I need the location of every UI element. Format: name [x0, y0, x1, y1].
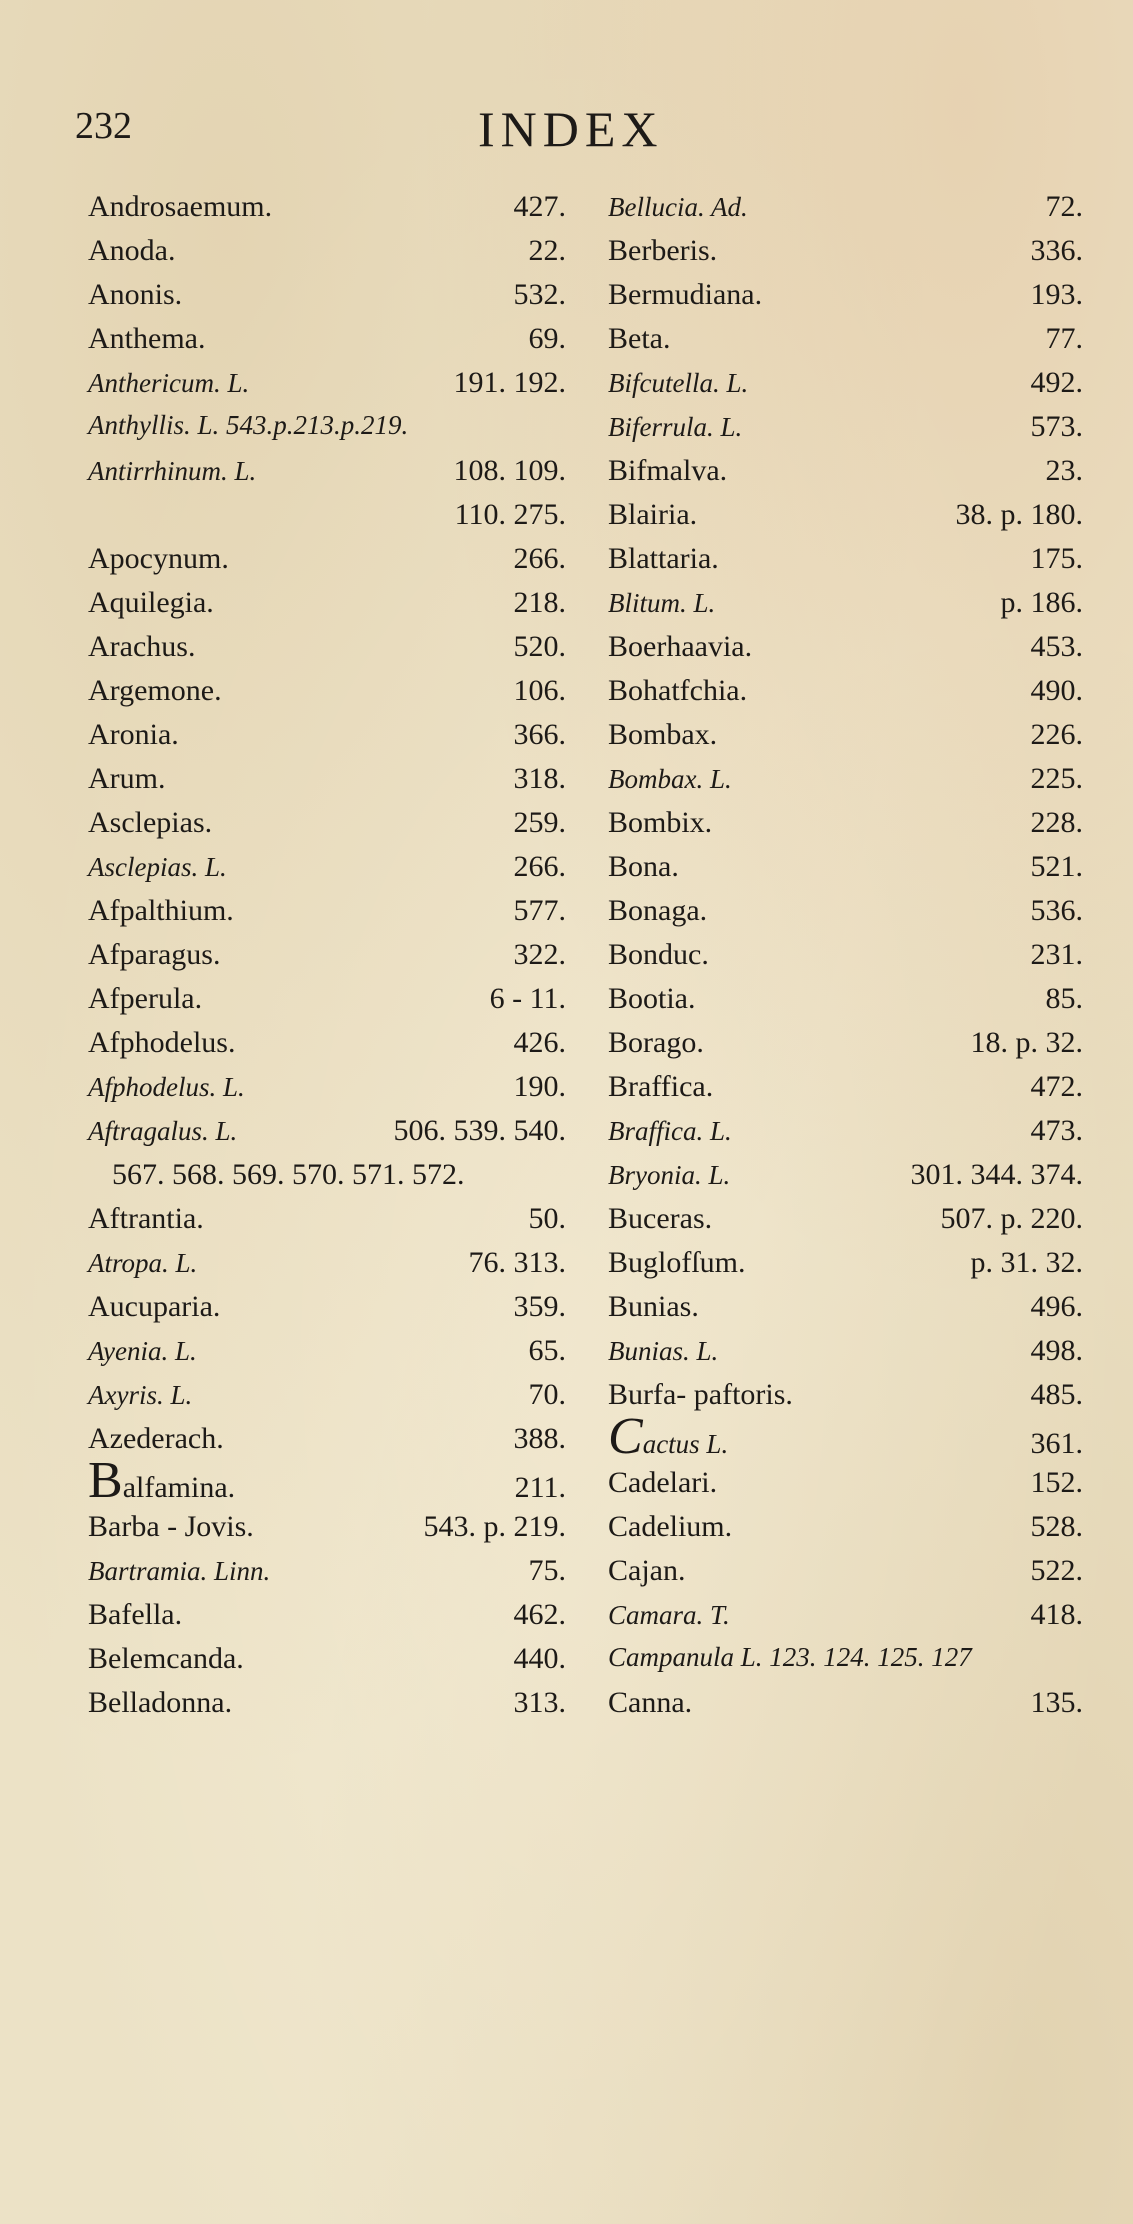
- entry-term: Bafella.: [88, 1598, 183, 1631]
- entry-term: Arum.: [88, 762, 166, 795]
- right-index-column: [608, 190, 1083, 1730]
- index-entry: [88, 366, 566, 410]
- entry-term: Aftragalus. L.: [88, 1116, 238, 1146]
- index-entry: [88, 718, 566, 762]
- index-entry: [88, 190, 566, 234]
- index-entry: [608, 1202, 1083, 1246]
- index-entry: [608, 1026, 1083, 1070]
- entry-term: Aftrantia.: [88, 1202, 204, 1235]
- index-entry: [608, 1246, 1083, 1290]
- entry-reference: 152.: [1030, 1466, 1083, 1499]
- entry-term: Anthericum. L.: [88, 368, 250, 398]
- entry-reference: 228.: [1030, 806, 1083, 839]
- entry-reference: 18. p. 32.: [970, 1026, 1083, 1059]
- entry-reference: 528.: [1030, 1510, 1083, 1543]
- index-entry: [608, 586, 1083, 630]
- entry-reference: 50.: [528, 1202, 566, 1235]
- index-entry: [88, 234, 566, 278]
- index-entry: [608, 542, 1083, 586]
- entry-reference: 536.: [1030, 894, 1083, 927]
- entry-reference: 6 - 11.: [489, 982, 566, 1015]
- section-initial: B: [88, 1452, 123, 1509]
- index-entry: [88, 1642, 566, 1686]
- entry-term: Canna.: [608, 1686, 693, 1719]
- entry-reference: 366.: [513, 718, 566, 751]
- index-entry: [88, 410, 566, 454]
- index-entry: [88, 1686, 566, 1730]
- entry-reference: 427.: [513, 190, 566, 223]
- index-entry: [88, 542, 566, 586]
- entry-term: Camara. T.: [608, 1600, 730, 1630]
- entry-reference: 388.: [513, 1422, 566, 1455]
- entry-reference: 190.: [513, 1070, 566, 1103]
- index-entry: [88, 1202, 566, 1246]
- entry-term: Belladonna.: [88, 1686, 233, 1719]
- entry-term: Biferrula. L.: [608, 412, 743, 442]
- entry-term: Azederach.: [88, 1422, 224, 1455]
- index-entry: [88, 498, 566, 542]
- entry-reference: 521.: [1030, 850, 1083, 883]
- index-entry: [608, 1290, 1083, 1334]
- entry-term: Bona.: [608, 850, 679, 883]
- index-entry: [88, 1554, 566, 1598]
- entry-term: Afphodelus. L.: [88, 1072, 245, 1102]
- entry-reference: 313.: [513, 1686, 566, 1719]
- entry-term: Aronia.: [88, 718, 179, 751]
- entry-reference: 301. 344. 374.: [910, 1158, 1083, 1191]
- index-entry: [608, 278, 1083, 322]
- index-entry: [88, 454, 566, 498]
- entry-term: Bootia.: [608, 982, 696, 1015]
- entry-term: Braffica. L.: [608, 1116, 732, 1146]
- index-entry: [608, 762, 1083, 806]
- page-header: [0, 100, 1133, 160]
- entry-term: Anthema.: [88, 322, 206, 355]
- entry-reference: 191. 192.: [453, 366, 566, 399]
- entry-term: Bohatfchia.: [608, 674, 748, 707]
- index-entry: [88, 1598, 566, 1642]
- index-entry: [88, 322, 566, 366]
- left-index-column: [88, 190, 566, 1730]
- index-entry: [88, 1510, 566, 1554]
- entry-reference: 23.: [1045, 454, 1083, 487]
- entry-term: Ayenia. L.: [88, 1336, 197, 1366]
- entry-term: Asclepias.: [88, 806, 213, 839]
- entry-term: Beta.: [608, 322, 671, 355]
- entry-term: Bonaga.: [608, 894, 708, 927]
- index-entry: [608, 1158, 1083, 1202]
- entry-reference: p. 31. 32.: [970, 1246, 1083, 1279]
- index-entry: [88, 1334, 566, 1378]
- entry-reference: 65.: [528, 1334, 566, 1367]
- entry-term: Bombax. L.: [608, 764, 732, 794]
- entry-term: Cajan.: [608, 1554, 686, 1587]
- index-entry: [88, 1378, 566, 1422]
- entry-reference: 462.: [513, 1598, 566, 1631]
- index-entry: [88, 674, 566, 718]
- entry-reference: 226.: [1030, 718, 1083, 751]
- entry-term: Anoda.: [88, 234, 176, 267]
- index-entry: [88, 586, 566, 630]
- entry-term: Afphodelus.: [88, 1026, 236, 1059]
- entry-reference: 472.: [1030, 1070, 1083, 1103]
- index-entry: [608, 1598, 1083, 1642]
- entry-reference: 218.: [513, 586, 566, 619]
- running-head: INDEX: [478, 101, 664, 157]
- entry-term: Asclepias. L.: [88, 852, 227, 882]
- entry-reference: 490.: [1030, 674, 1083, 707]
- entry-term: Braffica.: [608, 1070, 714, 1103]
- entry-reference: 38. p. 180.: [955, 498, 1083, 531]
- entry-term: Buceras.: [608, 1202, 713, 1235]
- index-entry: [608, 674, 1083, 718]
- entry-term: Bermudiana.: [608, 278, 763, 311]
- entry-reference: 520.: [513, 630, 566, 663]
- index-entry: [88, 806, 566, 850]
- entry-term: Aquilegia.: [88, 586, 214, 619]
- index-entry: [608, 1334, 1083, 1378]
- entry-term: Blairia.: [608, 498, 698, 531]
- entry-term: Axyris. L.: [88, 1380, 193, 1410]
- entry-term: Borago.: [608, 1026, 704, 1059]
- index-entry: [608, 718, 1083, 762]
- entry-term: Bartramia. Linn.: [88, 1556, 271, 1586]
- index-entry: [608, 630, 1083, 674]
- index-entry: [608, 1378, 1083, 1422]
- entry-term: Anthyllis. L. 543.p.213.p.219.: [88, 410, 409, 440]
- index-entry: [608, 894, 1083, 938]
- entry-term: Blattaria.: [608, 542, 719, 575]
- entry-reference: 70.: [528, 1378, 566, 1411]
- entry-reference: 426.: [513, 1026, 566, 1059]
- entry-reference: 492.: [1030, 366, 1083, 399]
- entry-term: Atropa. L.: [88, 1248, 198, 1278]
- index-entry: [608, 1686, 1083, 1730]
- entry-term: Aucuparia.: [88, 1290, 221, 1323]
- entry-term: Cactus L.: [608, 1408, 729, 1465]
- entry-term: Apocynum.: [88, 542, 229, 575]
- index-entry: [608, 850, 1083, 894]
- index-entry: [608, 322, 1083, 366]
- entry-reference: 506. 539. 540.: [393, 1114, 566, 1147]
- index-entry: [88, 1452, 566, 1510]
- index-entry: [608, 1408, 1083, 1466]
- index-entry: [88, 982, 566, 1026]
- entry-reference: 440.: [513, 1642, 566, 1675]
- index-entry: [608, 366, 1083, 410]
- entry-reference: 336.: [1030, 234, 1083, 267]
- entry-term: Bombix.: [608, 806, 713, 839]
- entry-reference: 266.: [513, 850, 566, 883]
- entry-reference: 108. 109.: [453, 454, 566, 487]
- index-entry: [88, 630, 566, 674]
- entry-term: Belemcanda.: [88, 1642, 244, 1675]
- entry-term: 567. 568. 569. 570. 571. 572.: [112, 1158, 465, 1191]
- index-entry: [608, 498, 1083, 542]
- entry-reference: 106.: [513, 674, 566, 707]
- entry-reference: 72.: [1045, 190, 1083, 223]
- entry-reference: 496.: [1030, 1290, 1083, 1323]
- index-entry: [88, 278, 566, 322]
- index-entry: [608, 1510, 1083, 1554]
- entry-term: Bryonia. L.: [608, 1160, 731, 1190]
- entry-term: Cadelari.: [608, 1466, 718, 1499]
- index-entry: [608, 1642, 1083, 1686]
- entry-reference: 77.: [1045, 322, 1083, 355]
- index-entry: [608, 190, 1083, 234]
- entry-reference: 453.: [1030, 630, 1083, 663]
- entry-term: Afpalthium.: [88, 894, 234, 927]
- entry-term: Blitum. L.: [608, 588, 716, 618]
- index-entry: [608, 938, 1083, 982]
- entry-term: Afparagus.: [88, 938, 221, 971]
- entry-reference: 76. 313.: [468, 1246, 566, 1279]
- entry-reference: 225.: [1030, 762, 1083, 795]
- entry-reference: 361.: [1030, 1427, 1083, 1460]
- entry-term: Antirrhinum. L.: [88, 456, 257, 486]
- entry-term: Afperula.: [88, 982, 203, 1015]
- entry-reference: 110. 275.: [454, 498, 566, 531]
- entry-reference: 322.: [513, 938, 566, 971]
- entry-term: Balfamina.: [88, 1452, 236, 1509]
- entry-reference: 485.: [1030, 1378, 1083, 1411]
- entry-term: Androsaemum.: [88, 190, 273, 223]
- entry-reference: 318.: [513, 762, 566, 795]
- index-entry: [608, 982, 1083, 1026]
- entry-reference: 573.: [1030, 410, 1083, 443]
- entry-reference: p. 186.: [1000, 586, 1083, 619]
- entry-term: Berberis.: [608, 234, 718, 267]
- index-entry: [608, 234, 1083, 278]
- entry-term: Bunias.: [608, 1290, 699, 1323]
- entry-term: Buglofſum.: [608, 1246, 746, 1279]
- entry-term: Argemone.: [88, 674, 222, 707]
- entry-term: Barba - Jovis.: [88, 1510, 254, 1543]
- entry-term: Bunias. L.: [608, 1336, 719, 1366]
- entry-reference: 498.: [1030, 1334, 1083, 1367]
- index-entry: [608, 1466, 1083, 1510]
- entry-reference: 543. p. 219.: [423, 1510, 566, 1543]
- index-entry: [88, 1290, 566, 1334]
- entry-term: Campanula L. 123. 124. 125. 127: [608, 1642, 972, 1672]
- index-entry: [608, 1554, 1083, 1598]
- entry-reference: 75.: [528, 1554, 566, 1587]
- index-entry: [88, 1070, 566, 1114]
- entry-term: Anonis.: [88, 278, 183, 311]
- entry-reference: 69.: [528, 322, 566, 355]
- index-entry: [608, 1114, 1083, 1158]
- index-entry: [88, 894, 566, 938]
- index-entry: [88, 850, 566, 894]
- index-entry: [608, 454, 1083, 498]
- index-entry: [88, 1158, 566, 1202]
- entry-term: Boerhaavia.: [608, 630, 753, 663]
- entry-term: Bellucia. Ad.: [608, 192, 748, 222]
- index-entry: [88, 1026, 566, 1070]
- entry-reference: 231.: [1030, 938, 1083, 971]
- entry-reference: 577.: [513, 894, 566, 927]
- entry-reference: 266.: [513, 542, 566, 575]
- entry-reference: 85.: [1045, 982, 1083, 1015]
- entry-term: Bombax.: [608, 718, 718, 751]
- entry-reference: 473.: [1030, 1114, 1083, 1147]
- entry-reference: 507. p. 220.: [940, 1202, 1083, 1235]
- index-entry: [88, 1114, 566, 1158]
- index-entry: [88, 1246, 566, 1290]
- index-entry: [608, 1070, 1083, 1114]
- section-initial: C: [608, 1408, 643, 1465]
- entry-reference: 418.: [1030, 1598, 1083, 1631]
- entry-reference: 259.: [513, 806, 566, 839]
- page-number: 232: [75, 105, 132, 147]
- entry-reference: 211.: [514, 1471, 566, 1504]
- entry-reference: 359.: [513, 1290, 566, 1323]
- index-entry: [608, 806, 1083, 850]
- entry-term: Cadelium.: [608, 1510, 733, 1543]
- entry-reference: 522.: [1030, 1554, 1083, 1587]
- entry-reference: 22.: [528, 234, 566, 267]
- index-entry: [88, 1422, 566, 1466]
- entry-term: Bifcutella. L.: [608, 368, 749, 398]
- entry-reference: 135.: [1030, 1686, 1083, 1719]
- entry-reference: 175.: [1030, 542, 1083, 575]
- index-entry: [608, 410, 1083, 454]
- entry-term: Burfa- paftoris.: [608, 1378, 793, 1411]
- index-entry: [88, 762, 566, 806]
- index-entry: [88, 938, 566, 982]
- entry-term: Arachus.: [88, 630, 196, 663]
- entry-reference: 532.: [513, 278, 566, 311]
- entry-term: Bonduc.: [608, 938, 709, 971]
- entry-term: Bifmalva.: [608, 454, 728, 487]
- entry-reference: 193.: [1030, 278, 1083, 311]
